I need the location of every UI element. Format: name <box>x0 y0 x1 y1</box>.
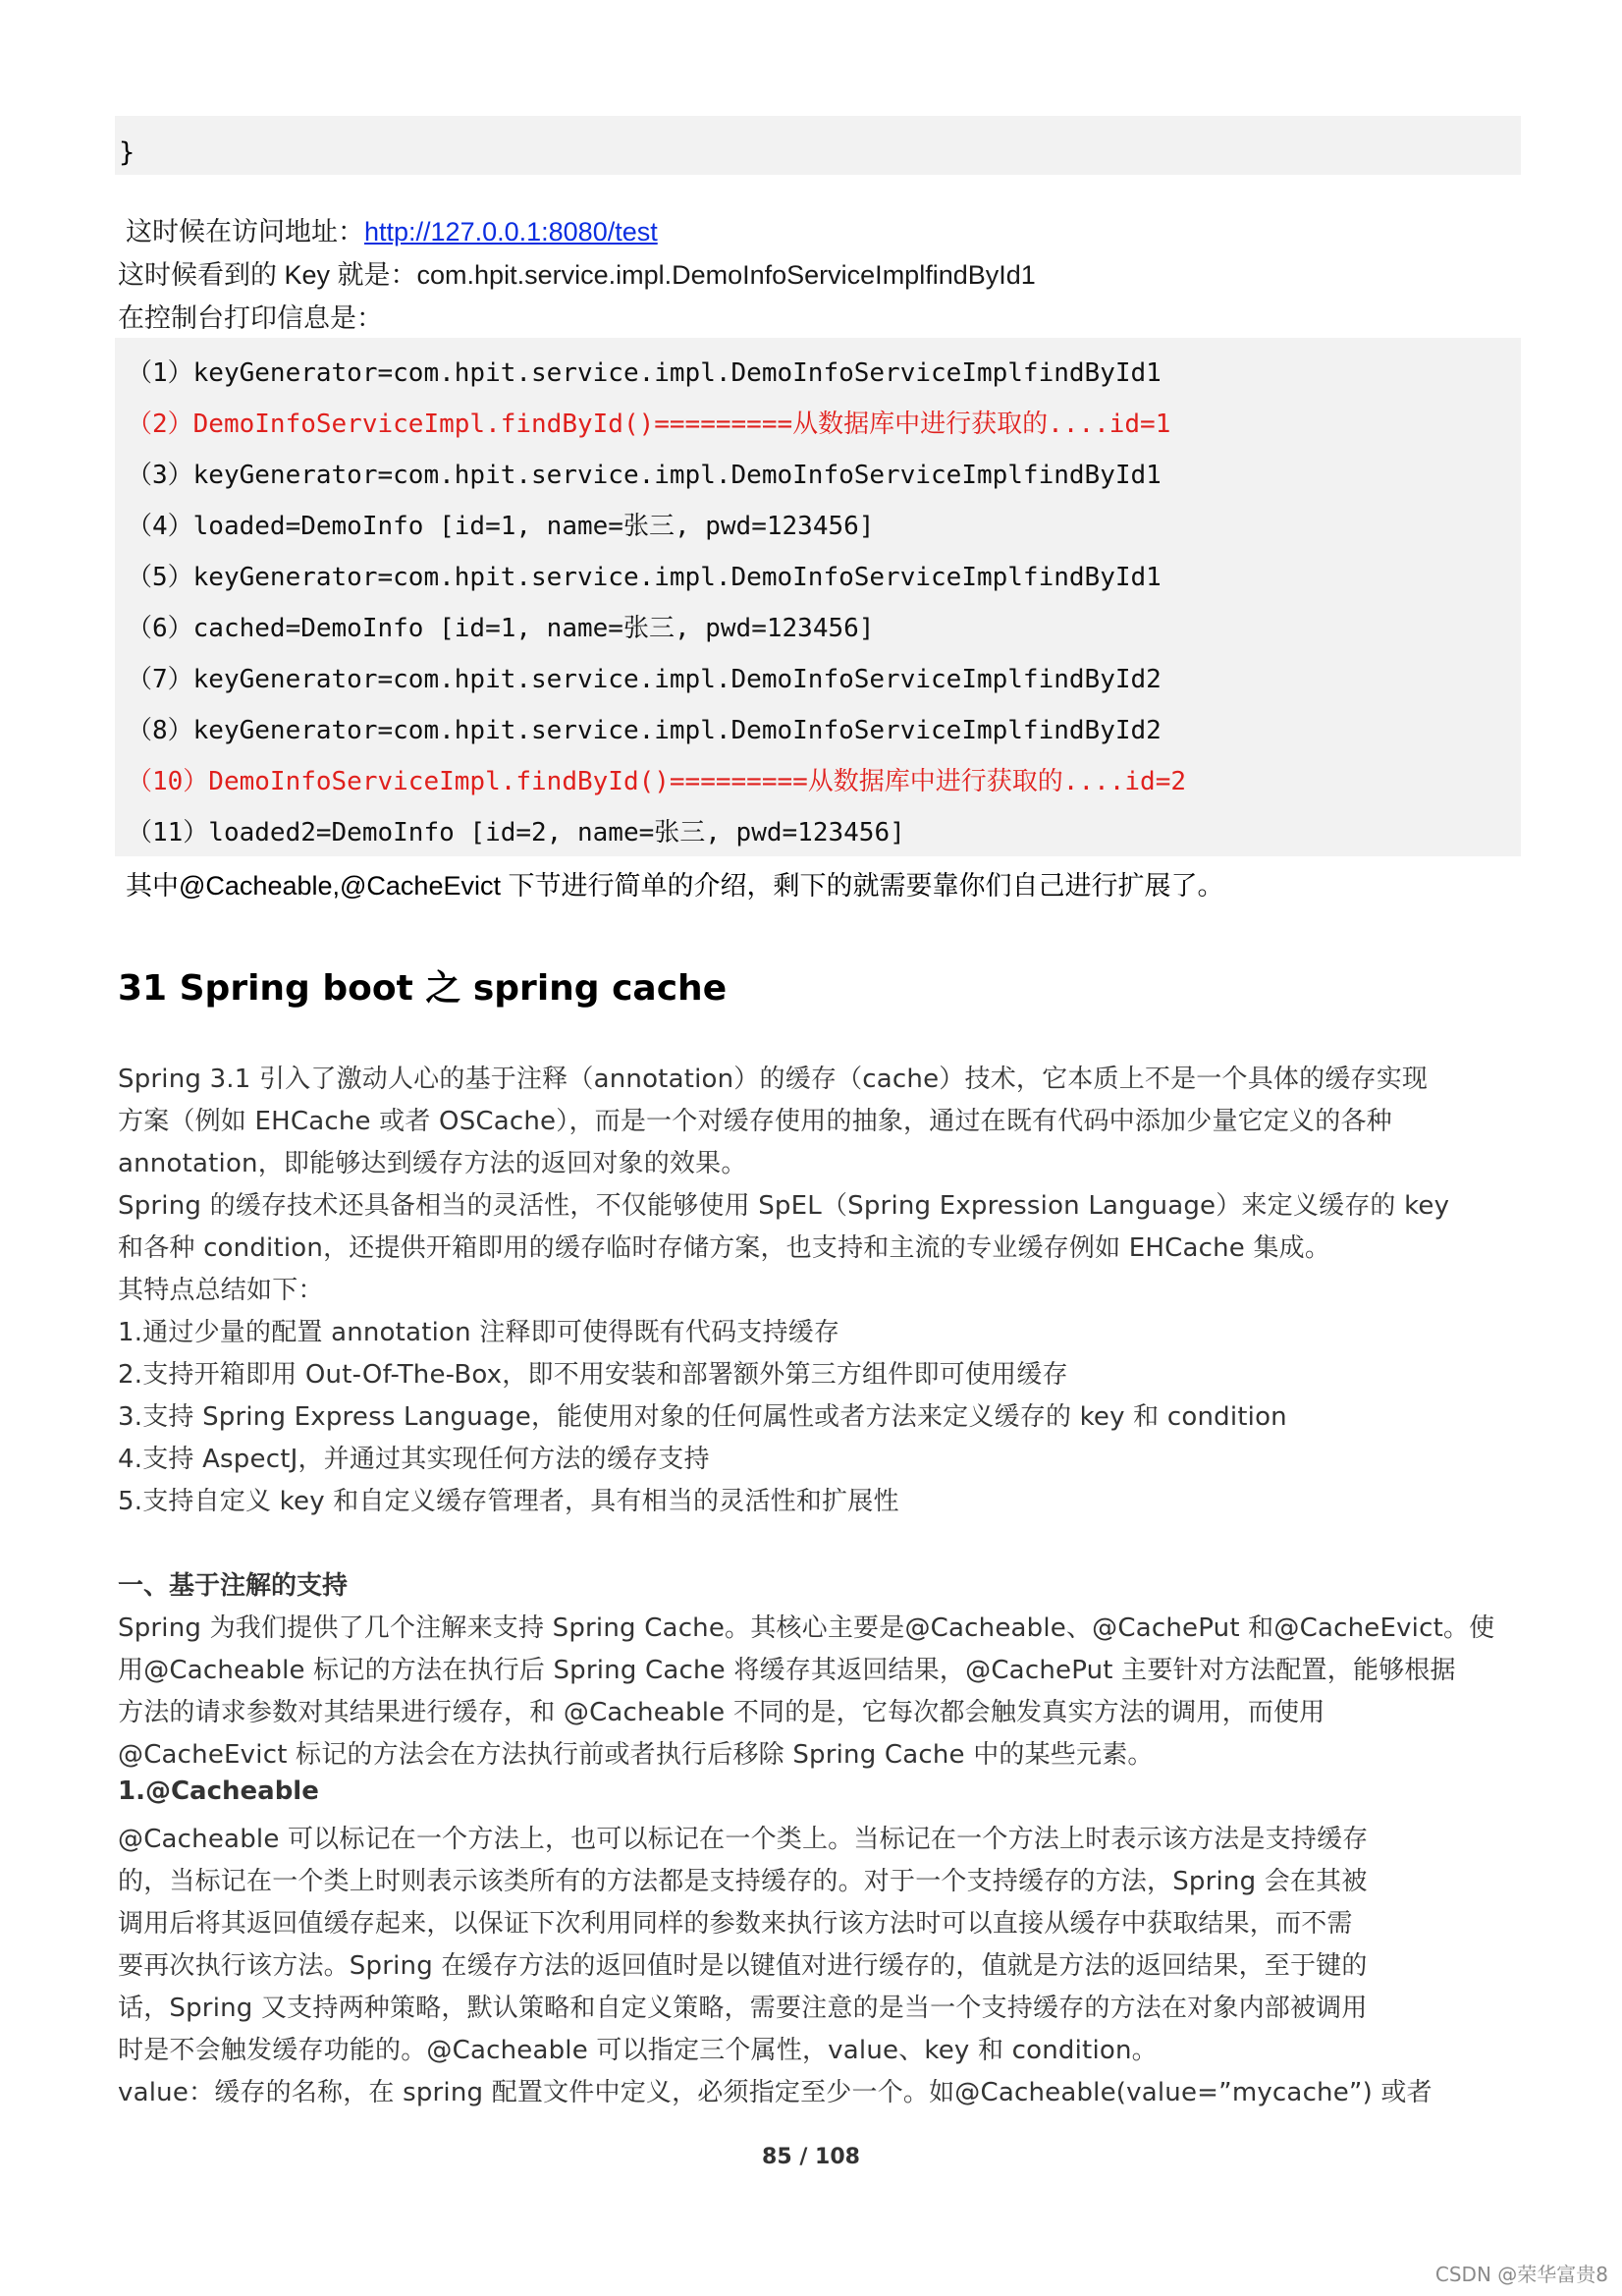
paragraph-line: @Cacheable 可以标记在一个方法上，也可以标记在一个类上。当标记在一个方法上时表示该方法是支持缓存 <box>118 1825 1369 1854</box>
paragraph-line: Spring 为我们提供了几个注解来支持 Spring Cache。其核心主要是@Cacheable、@CachePut 和@CacheEvict。使 <box>118 1613 1495 1643</box>
visit-prefix: 这时候在访问地址： <box>126 217 364 246</box>
console-line: （6）cached=DemoInfo [id=1, name=张三, pwd=123456] <box>127 614 875 643</box>
closing-brace: } <box>119 137 135 168</box>
paragraph-line: 和各种 condition，还提供开箱即用的缓存临时存储方案，也支持和主流的专业缓存例如 EHCache 集成。 <box>118 1233 1331 1263</box>
paragraph-line: 方法的请求参数对其结果进行缓存，和 @Cacheable 不同的是，它每次都会触发真实方法的调用，而使用 <box>118 1698 1325 1727</box>
feature-item: 2.支持开箱即用 Out-Of-The-Box，即不用安装和部署额外第三方组件即可使用缓存 <box>118 1360 1068 1390</box>
paragraph-line: @CacheEvict 标记的方法会在方法执行前或者执行后移除 Spring Cache 中的某些元素。 <box>118 1740 1154 1770</box>
paragraph-line: 用@Cacheable 标记的方法在执行后 Spring Cache 将缓存其返回结果，@CachePut 主要针对方法配置，能够根据 <box>118 1656 1456 1685</box>
section-title: 31 Spring boot 之 spring cache <box>118 968 728 1009</box>
note-text: 其中@Cacheable,@CacheEvict 下节进行简单的介绍，剩下的就需要靠你们自己进行扩展了。 <box>126 871 1224 901</box>
feature-item: 4.支持 AspectJ，并通过其实现任何方法的缓存支持 <box>118 1445 710 1474</box>
feature-item: 3.支持 Spring Express Language，能使用对象的任何属性或者方法来定义缓存的 key 和 condition <box>118 1402 1287 1432</box>
page-number: 85 / 108 <box>762 2145 860 2169</box>
cacheable-title: 1.@Cacheable <box>118 1777 319 1806</box>
console-line: （7）keyGenerator=com.hpit.service.impl.DemoInfoServiceImplfindById2 <box>127 665 1162 694</box>
test-url-link[interactable]: http://127.0.0.1:8080/test <box>364 217 658 246</box>
paragraph-line: Spring 3.1 引入了激动人心的基于注释（annotation）的缓存（cache）技术，它本质上不是一个具体的缓存实现 <box>118 1065 1429 1094</box>
paragraph-line: 其特点总结如下： <box>118 1276 324 1305</box>
console-line: （8）keyGenerator=com.hpit.service.impl.DemoInfoServiceImplfindById2 <box>127 716 1162 745</box>
paragraph-line: 的，当标记在一个类上时则表示该类所有的方法都是支持缓存的。对于一个支持缓存的方法，Spring 会在其被 <box>118 1867 1368 1896</box>
console-label: 在控制台打印信息是： <box>118 303 383 333</box>
console-line: （2）DemoInfoServiceImpl.findById()=========从数据库中进行获取的....id=1 <box>127 410 1171 439</box>
console-output <box>115 338 1521 856</box>
console-line: （1）keyGenerator=com.hpit.service.impl.DemoInfoServiceImplfindById1 <box>127 358 1162 388</box>
subsection-title: 一、基于注解的支持 <box>118 1571 349 1601</box>
console-line: （4）loaded=DemoInfo [id=1, name=张三, pwd=123456] <box>127 512 875 541</box>
paragraph-line: 调用后将其返回值缓存起来，以保证下次利用同样的参数来执行该方法时可以直接从缓存中获取结果，而不需 <box>118 1909 1353 1939</box>
code-block-tail <box>115 116 1521 175</box>
paragraph-line: annotation，即能够达到缓存方法的返回对象的效果。 <box>118 1149 747 1178</box>
paragraph-line: 要再次执行该方法。Spring 在缓存方法的返回值时是以键值对进行缓存的，值就是方法的返回结果，至于键的 <box>118 1951 1368 1981</box>
paragraph-line: Spring 的缓存技术还具备相当的灵活性，不仅能够使用 SpEL（Spring Expression Language）来定义缓存的 key <box>118 1191 1450 1221</box>
paragraph-line: 方案（例如 EHCache 或者 OSCache），而是一个对缓存使用的抽象，通过在既有代码中添加少量它定义的各种 <box>118 1107 1392 1136</box>
feature-item: 1.通过少量的配置 annotation 注释即可使得既有代码支持缓存 <box>118 1318 840 1347</box>
console-line: （3）keyGenerator=com.hpit.service.impl.DemoInfoServiceImplfindById1 <box>127 461 1162 490</box>
watermark: CSDN @荣华富贵8 <box>1434 2263 1608 2286</box>
paragraph-line: 时是不会触发缓存功能的。@Cacheable 可以指定三个属性，value、key 和 condition。 <box>118 2036 1158 2065</box>
feature-item: 5.支持自定义 key 和自定义缓存管理者，具有相当的灵活性和扩展性 <box>118 1487 899 1516</box>
visit-url-line <box>126 210 658 248</box>
key-line: 这时候看到的 Key 就是：com.hpit.service.impl.DemoInfoServiceImplfindById1 <box>118 260 1036 290</box>
paragraph-line: 话，Spring 又支持两种策略，默认策略和自定义策略，需要注意的是当一个支持缓存的方法在对象内部被调用 <box>118 1994 1368 2023</box>
console-line: （11）loaded2=DemoInfo [id=2, name=张三, pwd=123456] <box>127 818 905 847</box>
paragraph-line: value：缓存的名称，在 spring 配置文件中定义，必须指定至少一个。如@Cacheable(value=”mycache”) 或者 <box>118 2078 1433 2107</box>
console-line: （10）DemoInfoServiceImpl.findById()=========从数据库中进行获取的....id=2 <box>127 767 1187 796</box>
console-line: （5）keyGenerator=com.hpit.service.impl.DemoInfoServiceImplfindById1 <box>127 563 1162 592</box>
